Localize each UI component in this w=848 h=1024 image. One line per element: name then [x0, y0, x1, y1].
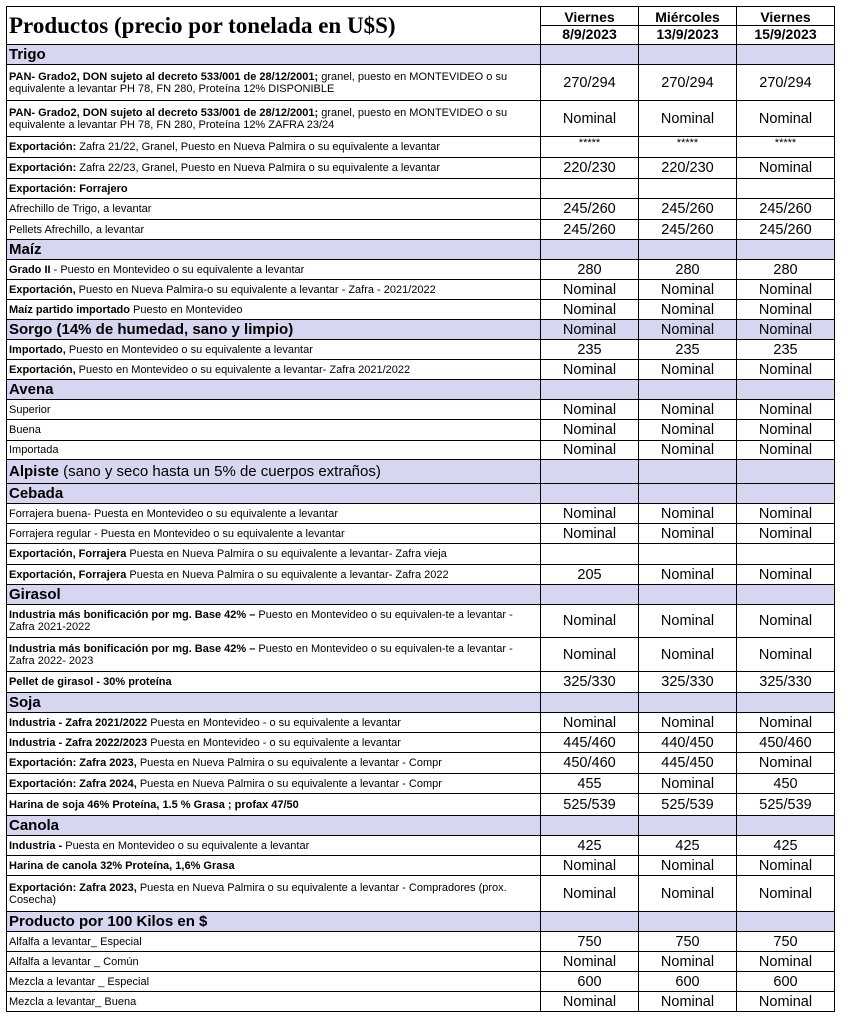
label-bold: Exportación,	[9, 363, 76, 376]
product-description	[7, 638, 541, 672]
price-cell: 235	[541, 340, 639, 360]
product-description	[7, 544, 541, 565]
product-description	[7, 65, 541, 101]
label-text: Importada	[9, 444, 59, 456]
table-row	[7, 952, 835, 972]
price-cell: Nominal	[541, 400, 639, 420]
price-cell: Nominal	[541, 300, 639, 320]
price-cell	[737, 380, 835, 400]
product-description	[7, 400, 541, 420]
price-cell: Nominal	[639, 300, 737, 320]
label-text: Afrechillo de Trigo, a levantar	[9, 203, 152, 215]
label-text: Alfalfa a levantar_ Especial	[9, 935, 142, 948]
product-description	[7, 565, 541, 585]
column-header-1	[541, 7, 639, 45]
section-row	[7, 320, 835, 340]
price-cell: Nominal	[639, 952, 737, 972]
price-cell: Nominal	[541, 524, 639, 544]
price-cell: Nominal	[737, 876, 835, 912]
table-row	[7, 605, 835, 638]
table-row	[7, 504, 835, 524]
price-cell: Nominal	[639, 565, 737, 585]
table-row	[7, 260, 835, 280]
table-row	[7, 420, 835, 441]
price-cell: Nominal	[639, 320, 737, 340]
price-cell: Nominal	[737, 524, 835, 544]
price-cell: *****	[639, 137, 737, 158]
price-cell: Nominal	[639, 876, 737, 912]
label-text: Puesta en Nueva Palmira o su equivalente a levantar- Zafra 2022	[126, 568, 449, 581]
label-bold: Harina de canola 32% Proteína, 1,6% Grasa	[9, 859, 235, 872]
price-cell: 325/330	[541, 672, 639, 693]
label-bold: Alpiste	[9, 463, 60, 480]
price-cell: *****	[541, 137, 639, 158]
price-cell	[639, 460, 737, 484]
table-row	[7, 932, 835, 952]
price-cell: 525/539	[541, 794, 639, 816]
price-cell: Nominal	[737, 280, 835, 300]
price-cell: 600	[737, 972, 835, 992]
price-cell: 280	[639, 260, 737, 280]
label-bold: Cebada	[9, 485, 64, 502]
label-bold: Industria más bonificación por mg. Base 42% –	[9, 609, 256, 621]
price-cell	[639, 585, 737, 605]
price-cell: 600	[541, 972, 639, 992]
product-description	[7, 774, 541, 794]
price-cell: Nominal	[737, 504, 835, 524]
product-description	[7, 524, 541, 544]
table-row	[7, 65, 835, 101]
price-cell: Nominal	[541, 280, 639, 300]
price-cell: Nominal	[737, 420, 835, 441]
label-bold: Trigo	[9, 46, 46, 63]
product-description	[7, 794, 541, 816]
price-cell: Nominal	[737, 605, 835, 638]
page-title: Productos (precio por tonelada en U$S)	[7, 7, 541, 45]
price-cell: 270/294	[737, 65, 835, 101]
label-text: Puesta en Montevideo o su equivalente a levantar	[62, 839, 310, 852]
price-cell: 450/460	[541, 753, 639, 774]
label-bold: Girasol	[9, 586, 61, 603]
table-row	[7, 876, 835, 912]
price-cell	[541, 484, 639, 504]
price-cell: Nominal	[541, 876, 639, 912]
price-cell: 205	[541, 565, 639, 585]
section-title	[7, 585, 541, 605]
column-date: 13/9/2023	[639, 25, 736, 42]
label-text: Mezcla a levantar _ Especial	[9, 975, 150, 988]
label-text: Puesto en Nueva Palmira-o su equivalente a levantar - Zafra - 2021/2022	[75, 283, 436, 296]
section-row	[7, 912, 835, 932]
table-row	[7, 199, 835, 220]
label-text: Alfalfa a levantar _ Común	[9, 955, 139, 968]
product-description	[7, 952, 541, 972]
price-cell	[541, 240, 639, 260]
price-cell	[737, 240, 835, 260]
price-cell: Nominal	[737, 300, 835, 320]
price-cell: 525/539	[639, 794, 737, 816]
price-cell: Nominal	[737, 400, 835, 420]
product-description	[7, 972, 541, 992]
label-bold: Exportación: Zafra 2024,	[9, 777, 137, 790]
price-cell: 445/450	[639, 753, 737, 774]
label-text: Zafra 22/23, Granel, Puesto en Nueva Palmira o su equivalente a levantar	[76, 162, 441, 174]
label-text: Puesta en Montevideo - o su equivalente a levantar	[147, 736, 401, 749]
price-cell: Nominal	[541, 992, 639, 1012]
label-bold: Harina de soja 46% Proteína, 1.5 % Grasa ; profax 47/50	[9, 798, 299, 811]
price-cell: Nominal	[639, 101, 737, 137]
price-cell	[639, 380, 737, 400]
section-row	[7, 380, 835, 400]
label-bold: Importado,	[9, 343, 66, 356]
column-date: 15/9/2023	[737, 25, 834, 42]
table-row	[7, 101, 835, 137]
product-description	[7, 137, 541, 158]
table-row	[7, 220, 835, 240]
price-cell	[541, 816, 639, 836]
price-cell: 270/294	[639, 65, 737, 101]
product-description	[7, 101, 541, 137]
price-cell: Nominal	[639, 774, 737, 794]
price-cell	[639, 912, 737, 932]
section-row	[7, 45, 835, 65]
price-cell: Nominal	[737, 320, 835, 340]
product-description	[7, 876, 541, 912]
section-row	[7, 484, 835, 504]
price-cell: 525/539	[737, 794, 835, 816]
product-description	[7, 504, 541, 524]
price-cell: 235	[639, 340, 737, 360]
label-text: Puesta en Nueva Palmira o su equivalente a levantar - Compr	[136, 757, 442, 769]
price-cell: 235	[737, 340, 835, 360]
section-title	[7, 484, 541, 504]
price-cell: Nominal	[541, 101, 639, 137]
price-cell	[737, 693, 835, 713]
header-row	[7, 7, 835, 45]
section-row	[7, 816, 835, 836]
table-row	[7, 524, 835, 544]
column-date: 8/9/2023	[541, 25, 638, 42]
price-cell: Nominal	[639, 441, 737, 460]
label-text: Puesto en Montevideo o su equivalen-te a levantar - Zafra 2021-2022	[9, 609, 513, 633]
table-row	[7, 794, 835, 816]
price-cell: Nominal	[737, 158, 835, 179]
price-cell: 445/460	[541, 733, 639, 753]
column-day: Miércoles	[655, 9, 720, 25]
price-cell	[737, 544, 835, 565]
price-cell: 600	[639, 972, 737, 992]
price-cell: 425	[737, 836, 835, 856]
price-cell	[541, 179, 639, 199]
section-title	[7, 320, 541, 340]
product-description	[7, 836, 541, 856]
price-cell: Nominal	[737, 565, 835, 585]
price-cell: Nominal	[737, 992, 835, 1012]
label-text: (sano y seco hasta un 5% de cuerpos extraños)	[59, 463, 381, 480]
table-row	[7, 992, 835, 1012]
price-cell: 325/330	[639, 672, 737, 693]
label-bold: Canola	[9, 817, 60, 834]
price-cell: 245/260	[541, 199, 639, 220]
price-cell: 455	[541, 774, 639, 794]
table-row	[7, 441, 835, 460]
section-title	[7, 912, 541, 932]
price-cell	[737, 179, 835, 199]
price-cell	[639, 179, 737, 199]
price-cell: Nominal	[541, 420, 639, 441]
price-cell: Nominal	[737, 856, 835, 876]
product-description	[7, 280, 541, 300]
table-row	[7, 774, 835, 794]
section-row	[7, 585, 835, 605]
price-cell: Nominal	[639, 400, 737, 420]
price-cell: Nominal	[639, 420, 737, 441]
price-cell: Nominal	[639, 504, 737, 524]
product-description	[7, 733, 541, 753]
table-row	[7, 300, 835, 320]
price-cell: Nominal	[737, 441, 835, 460]
price-cell	[541, 380, 639, 400]
product-description	[7, 220, 541, 240]
price-cell: Nominal	[541, 504, 639, 524]
label-text: Pellets Afrechillo, a levantar	[9, 223, 145, 236]
label-bold: Industria más bonificación por mg. Base 42% –	[9, 642, 256, 655]
label-text: Puesto en Montevideo o su equivalen-te a levantar - Zafra 2022- 2023	[9, 642, 513, 667]
label-bold: Exportación: Forrajero	[9, 182, 128, 195]
price-cell: Nominal	[639, 638, 737, 672]
table-row	[7, 360, 835, 380]
label-bold: Grado II	[9, 263, 51, 276]
product-description	[7, 672, 541, 693]
price-cell: 425	[541, 836, 639, 856]
price-cell: Nominal	[639, 605, 737, 638]
price-cell	[737, 912, 835, 932]
column-header-3	[737, 7, 835, 45]
section-title	[7, 460, 541, 484]
section-row	[7, 240, 835, 260]
table-row	[7, 836, 835, 856]
price-cell: Nominal	[541, 360, 639, 380]
product-description	[7, 340, 541, 360]
price-cell: Nominal	[639, 524, 737, 544]
price-cell: 750	[737, 932, 835, 952]
label-text: Puesta en Nueva Palmira o su equivalente a levantar - Compradores (prox. Cosecha)	[9, 881, 507, 906]
product-description	[7, 179, 541, 199]
product-description	[7, 932, 541, 952]
price-cell: 245/260	[737, 220, 835, 240]
price-cell: 450	[737, 774, 835, 794]
label-text: Mezcla a levantar_ Buena	[9, 995, 137, 1008]
label-bold: Exportación:	[9, 141, 77, 153]
label-text: Puesta en Montevideo - o su equivalente a levantar	[147, 716, 401, 729]
table-row	[7, 280, 835, 300]
price-cell: Nominal	[737, 101, 835, 137]
price-cell: Nominal	[541, 320, 639, 340]
price-cell: Nominal	[639, 992, 737, 1012]
price-cell: Nominal	[737, 753, 835, 774]
product-description	[7, 441, 541, 460]
price-cell	[639, 544, 737, 565]
table-row	[7, 753, 835, 774]
price-cell	[639, 816, 737, 836]
label-bold: Exportación:	[9, 162, 77, 174]
table-row	[7, 972, 835, 992]
label-text: Puesto en Montevideo	[130, 303, 243, 316]
price-cell: 245/260	[737, 199, 835, 220]
label-bold: Industria -	[9, 839, 63, 852]
section-title	[7, 693, 541, 713]
table-row	[7, 158, 835, 179]
price-cell	[541, 45, 639, 65]
label-text: Forrajera regular - Puesta en Montevideo o su equivalente a levantar	[9, 527, 345, 540]
label-bold: Pellet de girasol - 30% proteína	[9, 676, 172, 688]
price-cell: *****	[737, 137, 835, 158]
product-description	[7, 856, 541, 876]
price-cell	[737, 45, 835, 65]
price-cell: 245/260	[639, 220, 737, 240]
price-cell: 220/230	[541, 158, 639, 179]
price-cell	[541, 460, 639, 484]
column-day: Viernes	[760, 9, 811, 25]
price-cell: 245/260	[541, 220, 639, 240]
label-bold: Producto por 100 Kilos en $	[9, 913, 208, 930]
product-description	[7, 260, 541, 280]
price-cell	[737, 816, 835, 836]
label-text: granel, puesto en MONTEVIDEO o su equivalente a levantar PH 78, FN 280, Proteína 12% DISPONIBLE	[9, 70, 508, 95]
price-cell: 245/260	[639, 199, 737, 220]
label-text: Puesto en Montevideo o su equivalente a levantar- Zafra 2021/2022	[75, 363, 411, 376]
price-cell: Nominal	[541, 441, 639, 460]
price-cell: Nominal	[541, 638, 639, 672]
price-cell: 280	[737, 260, 835, 280]
label-bold: Exportación,	[9, 283, 76, 296]
table-row	[7, 733, 835, 753]
price-cell: Nominal	[541, 605, 639, 638]
table-row	[7, 179, 835, 199]
table-row	[7, 672, 835, 693]
label-bold: Exportación, Forrajera	[9, 548, 127, 560]
price-cell: Nominal	[639, 713, 737, 733]
label-bold: Maíz	[9, 241, 42, 258]
price-cell: 750	[541, 932, 639, 952]
label-bold: Exportación, Forrajera	[9, 568, 127, 581]
column-day: Viernes	[564, 9, 615, 25]
product-description	[7, 992, 541, 1012]
label-text: - Puesto en Montevideo o su equivalente a levantar	[50, 263, 305, 276]
section-title	[7, 816, 541, 836]
price-cell	[541, 912, 639, 932]
price-cell: 440/450	[639, 733, 737, 753]
product-description	[7, 605, 541, 638]
price-cell: Nominal	[737, 638, 835, 672]
label-text: Zafra 21/22, Granel, Puesto en Nueva Palmira o su equivalente a levantar	[76, 141, 441, 153]
table-row	[7, 340, 835, 360]
price-cell: 220/230	[639, 158, 737, 179]
product-description	[7, 199, 541, 220]
label-bold: Soja	[9, 694, 41, 711]
table-row	[7, 565, 835, 585]
section-row	[7, 693, 835, 713]
price-cell: Nominal	[737, 713, 835, 733]
price-cell: Nominal	[639, 360, 737, 380]
price-cell: 450/460	[737, 733, 835, 753]
price-cell	[737, 585, 835, 605]
product-description	[7, 713, 541, 733]
product-description	[7, 360, 541, 380]
price-table-body	[7, 7, 835, 1012]
product-description	[7, 753, 541, 774]
section-row	[7, 460, 835, 484]
label-bold: Avena	[9, 381, 54, 398]
price-cell	[639, 484, 737, 504]
price-cell: Nominal	[737, 360, 835, 380]
section-title	[7, 45, 541, 65]
price-cell: 325/330	[737, 672, 835, 693]
price-cell: Nominal	[541, 713, 639, 733]
product-description	[7, 300, 541, 320]
price-cell	[737, 484, 835, 504]
product-description	[7, 158, 541, 179]
price-cell	[639, 693, 737, 713]
price-cell	[541, 544, 639, 565]
label-bold: Industria - Zafra 2022/2023	[9, 736, 148, 749]
price-cell: 750	[639, 932, 737, 952]
label-bold: Industria - Zafra 2021/2022	[9, 716, 148, 729]
price-cell: Nominal	[639, 280, 737, 300]
table-row	[7, 638, 835, 672]
table-row	[7, 713, 835, 733]
label-bold: Exportación: Zafra 2023,	[9, 881, 137, 894]
price-cell	[639, 45, 737, 65]
label-text: Buena	[9, 424, 41, 436]
price-cell: 280	[541, 260, 639, 280]
label-text: Puesta en Nueva Palmira o su equivalente a levantar- Zafra vieja	[126, 548, 447, 560]
label-bold: Sorgo (14% de humedad, sano y limpio)	[9, 321, 294, 338]
price-cell	[541, 693, 639, 713]
table-row	[7, 137, 835, 158]
price-cell: Nominal	[541, 856, 639, 876]
column-header-2	[639, 7, 737, 45]
price-cell: Nominal	[541, 952, 639, 972]
price-cell	[737, 460, 835, 484]
price-cell	[541, 585, 639, 605]
label-text: Puesto en Montevideo o su equivalente a levantar	[65, 343, 313, 356]
section-title	[7, 240, 541, 260]
price-cell	[639, 240, 737, 260]
table-row	[7, 856, 835, 876]
table-row	[7, 400, 835, 420]
price-table	[6, 6, 835, 1012]
label-bold: Maíz partido importado	[9, 303, 130, 316]
table-row	[7, 544, 835, 565]
label-bold: PAN- Grado2, DON sujeto al decreto 533/001 de 28/12/2001;	[9, 70, 319, 83]
price-cell: Nominal	[639, 856, 737, 876]
section-title	[7, 380, 541, 400]
label-text: Forrajera buena- Puesta en Montevideo o su equivalente a levantar	[9, 507, 338, 520]
label-bold: Exportación: Zafra 2023,	[9, 757, 137, 769]
label-text: Superior	[9, 403, 51, 416]
product-description	[7, 420, 541, 441]
label-text: granel, puesto en MONTEVIDEO o su equivalente a levantar PH 78, FN 280, Proteína 12% ZAFRA 23/24	[9, 106, 508, 131]
price-cell: Nominal	[737, 952, 835, 972]
label-text: Puesta en Nueva Palmira o su equivalente a levantar - Compr	[136, 777, 442, 790]
price-cell: 425	[639, 836, 737, 856]
label-bold: PAN- Grado2, DON sujeto al decreto 533/001 de 28/12/2001;	[9, 106, 319, 119]
price-cell: 270/294	[541, 65, 639, 101]
